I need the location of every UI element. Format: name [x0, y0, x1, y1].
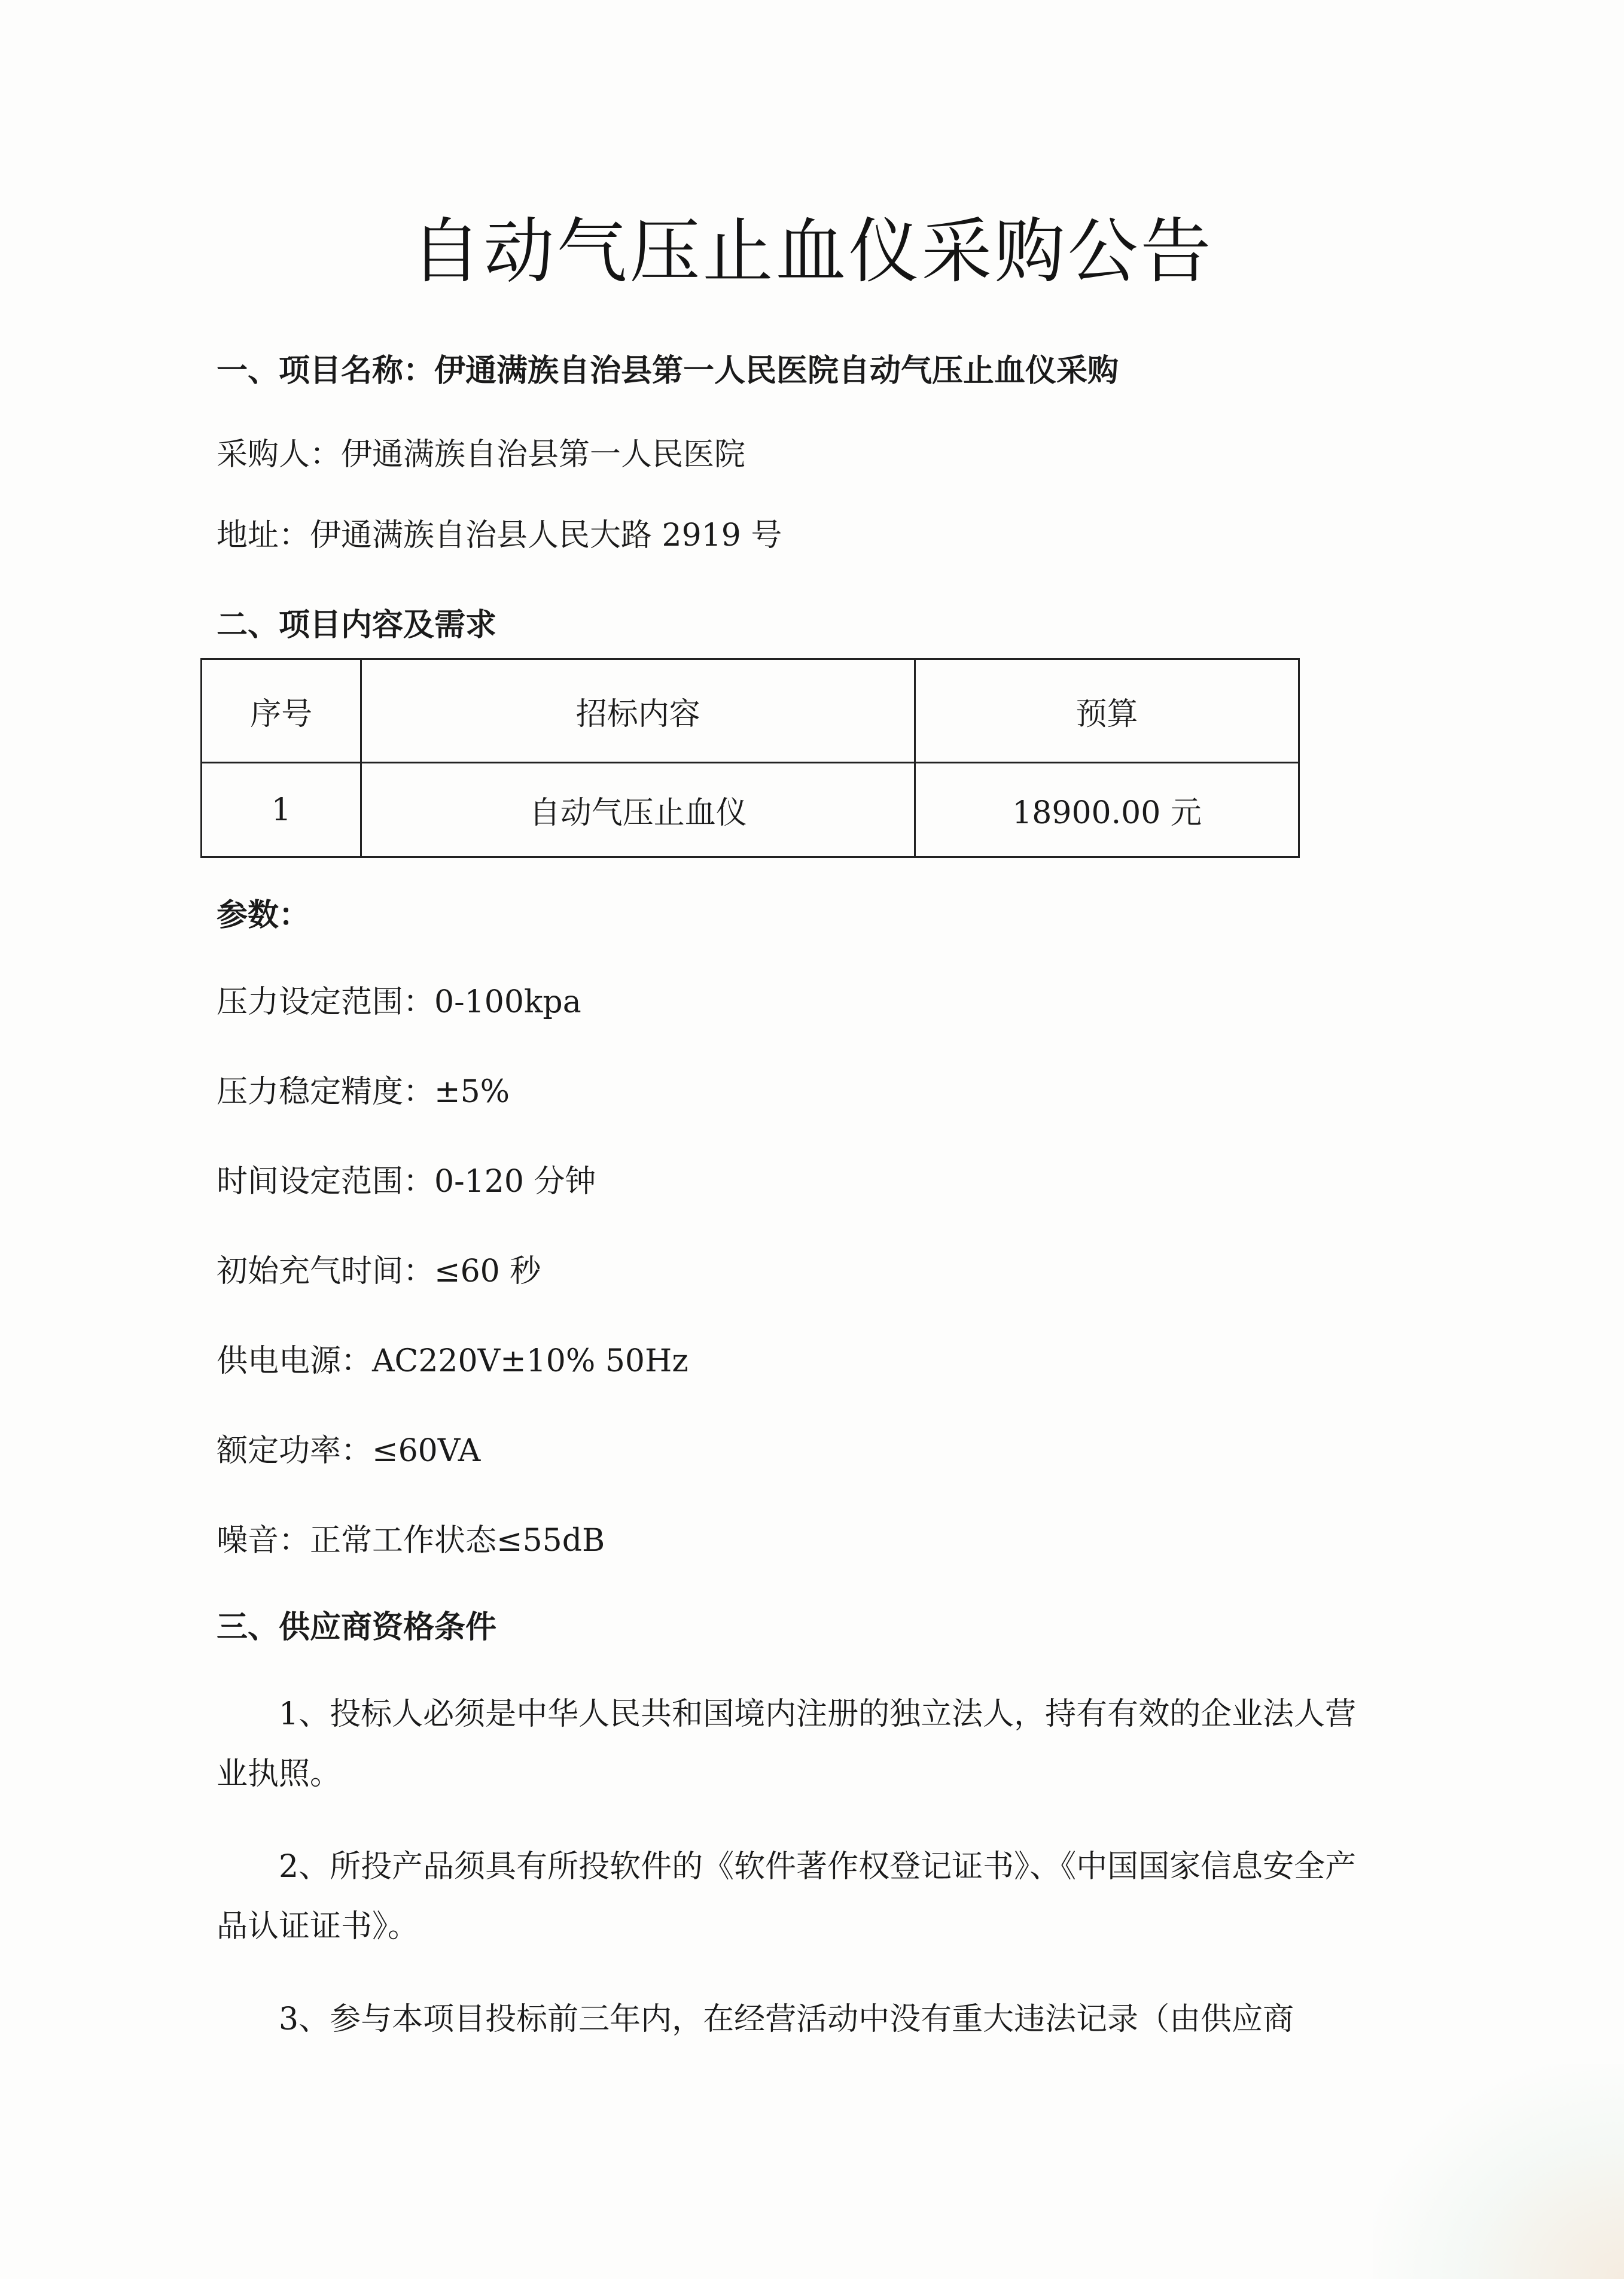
- section-3-heading: 三、供应商资格条件: [217, 1609, 497, 1645]
- param-noise: 噪音：正常工作状态≤55dB: [217, 1523, 605, 1559]
- cell-index: 1: [202, 763, 361, 857]
- qualification-2: 2、所投产品须具有所投软件的《软件著作权登记证书》、《中国国家信息安全产品认证证书》。: [217, 1849, 1357, 1945]
- paper-stain: [1373, 2064, 1624, 2279]
- header-budget: 预算: [915, 659, 1299, 763]
- qualification-3: 3、参与本项目投标前三年内，在经营活动中没有重大违法记录（由供应商: [279, 2001, 1294, 2037]
- cell-budget: 18900.00 元: [915, 763, 1299, 857]
- section-2-heading: 二、项目内容及需求: [217, 607, 497, 643]
- params-heading: 参数：: [217, 897, 310, 933]
- qualification-1: 1、投标人必须是中华人民共和国境内注册的独立法人，持有有效的企业法人营业执照。: [217, 1696, 1357, 1792]
- param-inflation-time: 初始充气时间：≤60 秒: [217, 1253, 541, 1289]
- cell-content: 自动气压止血仪: [361, 763, 915, 857]
- purchaser-line: 采购人：伊通满族自治县第一人民医院: [217, 437, 746, 473]
- param-rated-power: 额定功率：≤60VA: [217, 1433, 481, 1469]
- table-header-row: [202, 659, 1299, 763]
- section-1-heading: 一、项目名称：伊通满族自治县第一人民医院自动气压止血仪采购: [217, 353, 1119, 389]
- param-pressure-range: 压力设定范围：0-100kpa: [217, 984, 581, 1020]
- header-content: 招标内容: [361, 659, 915, 763]
- param-pressure-accuracy: 压力稳定精度：±5%: [217, 1074, 510, 1110]
- param-time-range: 时间设定范围：0-120 分钟: [217, 1164, 596, 1200]
- header-index: 序号: [202, 659, 361, 763]
- budget-table: [200, 658, 1300, 858]
- param-power-supply: 供电电源：AC220V±10% 50Hz: [217, 1343, 688, 1379]
- page-title: 自动气压止血仪采购公告: [410, 210, 1214, 293]
- address-line: 地址：伊通满族自治县人民大路 2919 号: [217, 518, 782, 553]
- table-row: [202, 763, 1299, 857]
